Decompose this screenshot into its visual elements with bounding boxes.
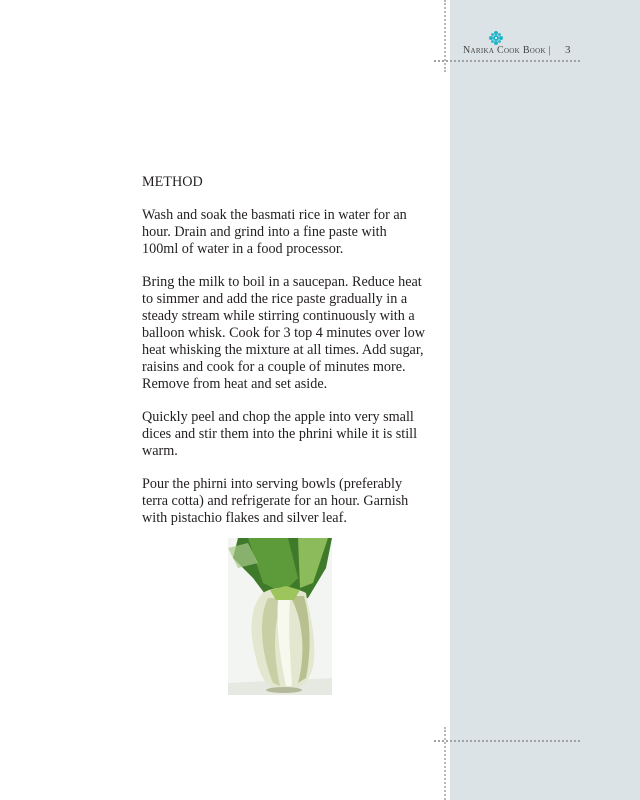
- sidebar-panel: [450, 0, 640, 800]
- footer-rule: [434, 740, 580, 742]
- snowflake-flower-icon: [489, 31, 503, 45]
- paragraph: Bring the milk to boil in a saucepan. Reduce heat to simmer and add the rice paste gradually in a steady stream while stirring continuously with a balloon whisk. Cook for 3 top 4 minutes over low heat whisking the mixture at all times. Add sugar, raisins and cook for a couple of minutes more. Remove from heat and set aside.: [142, 274, 425, 392]
- paragraph: Quickly peel and chop the apple into very small dices and stir them into the phrini while it is still warm.: [142, 409, 418, 459]
- book-title: Narika Cook Book |: [463, 45, 551, 56]
- fennel-bulb-photo: [228, 538, 332, 695]
- paragraph: Wash and soak the basmati rice in water for an hour. Drain and grind into a fine paste with 100ml of water in a food processor.: [142, 207, 407, 257]
- page-number: 3: [564, 44, 571, 56]
- paragraph: Pour the phirni into serving bowls (preferably terra cotta) and refrigerate for an hour. Garnish with pistachio flakes and silver leaf.: [142, 476, 409, 526]
- method-section: [142, 174, 442, 543]
- running-header: [463, 44, 571, 56]
- section-heading: METHOD: [142, 174, 203, 190]
- crop-mark-bottom: [444, 727, 446, 800]
- header-rule: [434, 60, 580, 62]
